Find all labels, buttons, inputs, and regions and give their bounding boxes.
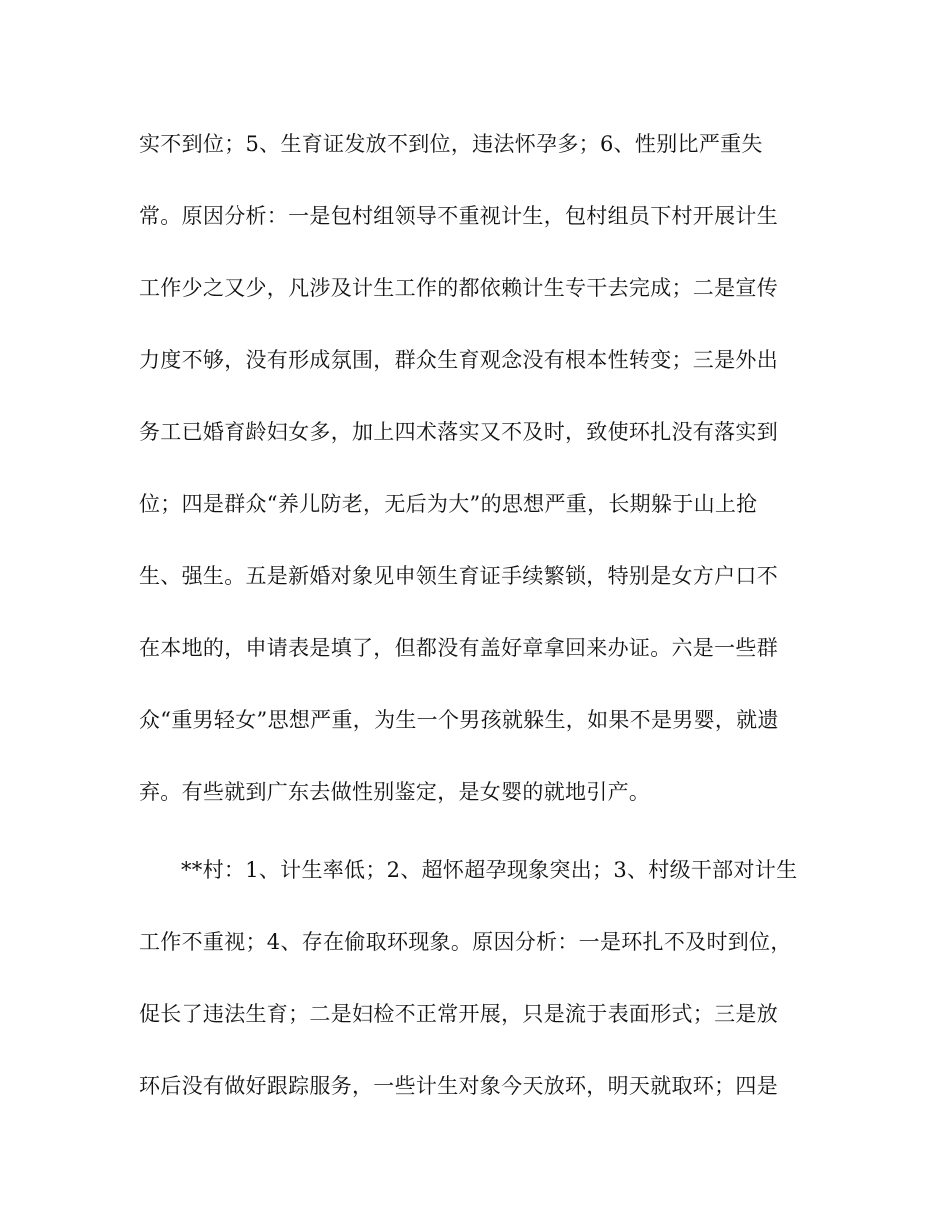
paragraph-line: 工作不重视；4、存在偷取环现象。原因分析：一是环扎不及时到位， [139, 930, 792, 954]
paragraph-line: 务工已婚育龄妇女多，加上四术落实又不及时，致使环扎没有落实到 [139, 420, 778, 444]
paragraph-line: 促长了违法生育；二是妇检不正常开展，只是流于表面形式；三是放 [139, 1002, 778, 1026]
paragraph-line: 工作少之又少，凡涉及计生工作的都依赖计生专干去完成；二是宣传 [139, 276, 778, 300]
paragraph-line: 众“重男轻女”思想严重，为生一个男孩就躲生，如果不是男婴，就遗 [139, 708, 779, 732]
paragraph-line: 常。原因分析：一是包村组领导不重视计生，包村组员下村开展计生 [139, 204, 778, 228]
paragraph-line: 实不到位；5、生育证发放不到位，违法怀孕多；6、性别比严重失 [139, 132, 763, 156]
paragraph-line: 力度不够，没有形成氛围，群众生育观念没有根本性转变；三是外出 [139, 348, 778, 372]
paragraph-line: 位；四是群众“养儿防老，无后为大”的思想严重，长期躲于山上抢 [139, 492, 758, 516]
paragraph-line: 生、强生。五是新婚对象见申领生育证手续繁锁，特别是女方户口不 [139, 564, 778, 588]
paragraph-line: 弃。有些就到广东去做性别鉴定，是女婴的就地引产。 [139, 780, 651, 804]
paragraph-first-line: **村：1、计生率低；2、超怀超孕现象突出；3、村级干部对计生 [181, 858, 798, 882]
paragraph-line: 在本地的，申请表是填了，但都没有盖好章拿回来办证。六是一些群 [139, 636, 778, 660]
paragraph-line: 环后没有做好跟踪服务，一些计生对象今天放环，明天就取环；四是 [139, 1074, 778, 1098]
